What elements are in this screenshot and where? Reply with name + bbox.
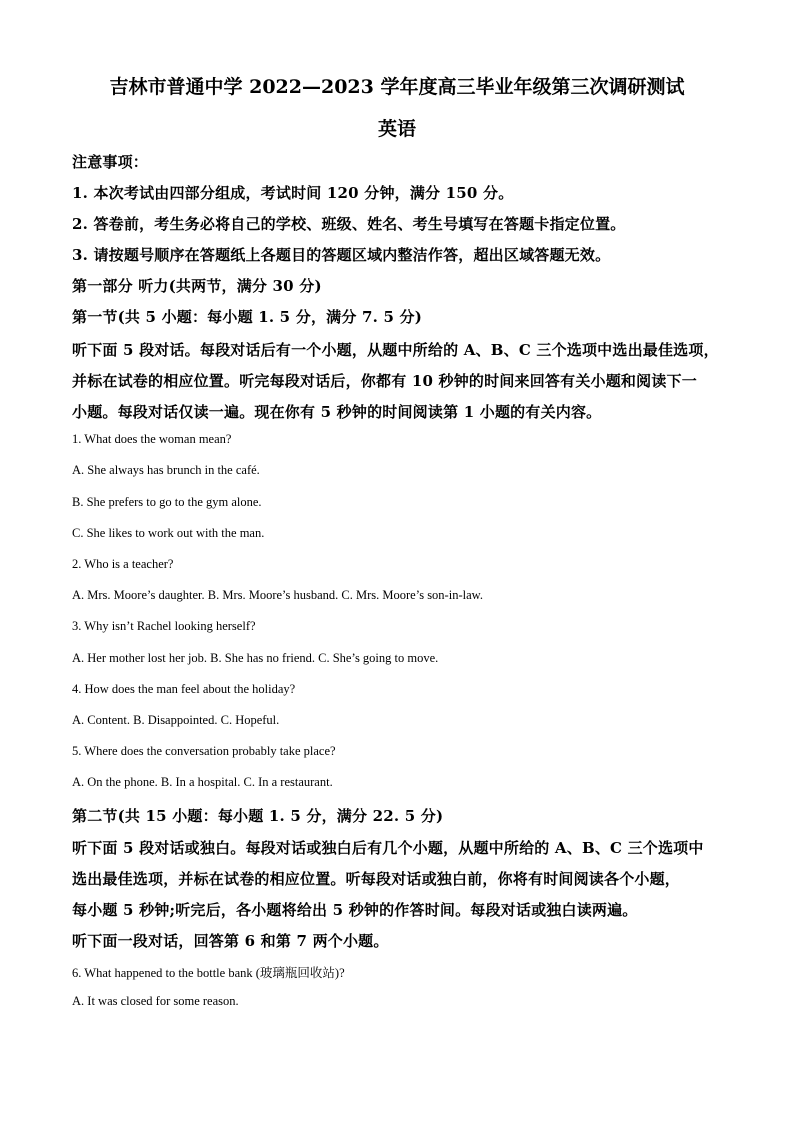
part1-heading: 第一部分 听力(共两节，满分 30 分) bbox=[72, 277, 322, 295]
question-2: 2. Who is a teacher? bbox=[72, 557, 174, 571]
note-line: 1. 本次考试由四部分组成，考试时间 120 分钟，满分 150 分。 bbox=[72, 184, 514, 202]
passage-intro: 听下面一段对话，回答第 6 和第 7 两个小题。 bbox=[72, 932, 389, 950]
section1-instruction: 并标在试卷的相应位置。听完每段对话后，你都有 10 秒钟的时间来回答有关小题和阅读下一 bbox=[72, 372, 697, 390]
question-4: 4. How does the man feel about the holiday? bbox=[72, 682, 296, 696]
subject-title: 英语 bbox=[377, 118, 416, 140]
option-line: A. Mrs. Moore’s daughter. B. Mrs. Moore’s husband. C. Mrs. Moore’s son-in-law. bbox=[72, 588, 483, 602]
note-line: 3. 请按题号顺序在答题纸上各题目的答题区域内整洁作答，超出区域答题无效。 bbox=[72, 246, 611, 264]
section2-heading: 第二节(共 15 小题：每小题 1. 5 分，满分 22. 5 分) bbox=[72, 807, 444, 825]
section1-heading: 第一节(共 5 小题：每小题 1. 5 分，满分 7. 5 分) bbox=[72, 308, 423, 326]
option-line: A. On the phone. B. In a hospital. C. In a restaurant. bbox=[72, 775, 333, 789]
section2-instruction: 选出最佳选项，并标在试卷的相应位置。听每段对话或独白前，你将有时间阅读各个小题， bbox=[72, 870, 681, 888]
option-line: A. She always has brunch in the café. bbox=[72, 463, 260, 477]
section2-instruction: 每小题 5 秒钟;听完后，各小题将给出 5 秒钟的作答时间。每段对话或独白读两遍。 bbox=[72, 901, 638, 919]
exam-title: 吉林市普通中学 2022—2023 学年度高三毕业年级第三次调研测试 bbox=[109, 76, 685, 98]
option-line: B. She prefers to go to the gym alone. bbox=[72, 495, 262, 509]
question-6: 6. What happened to the bottle bank (玻璃瓶回收站)? bbox=[72, 966, 345, 980]
question-3: 3. Why isn’t Rachel looking herself? bbox=[72, 619, 256, 633]
option-line: A. It was closed for some reason. bbox=[72, 994, 239, 1008]
option-line: A. Her mother lost her job. B. She has no friend. C. She’s going to move. bbox=[72, 651, 439, 665]
section1-instruction: 小题。每段对话仅读一遍。现在你有 5 秒钟的时间阅读第 1 小题的有关内容。 bbox=[72, 403, 602, 421]
question-5: 5. Where does the conversation probably take place? bbox=[72, 744, 336, 758]
option-line: A. Content. B. Disappointed. C. Hopeful. bbox=[72, 713, 280, 727]
section1-instruction: 听下面 5 段对话。每段对话后有一个小题，从题中所给的 A、B、C 三个选项中选出最佳选项， bbox=[72, 341, 719, 359]
notes-heading: 注意事项： bbox=[72, 153, 149, 171]
note-line: 2. 答卷前，考生务必将自己的学校、班级、姓名、考生号填写在答题卡指定位置。 bbox=[72, 215, 626, 233]
section2-instruction: 听下面 5 段对话或独白。每段对话或独白后有几个小题，从题中所给的 A、B、C 三个选项中 bbox=[72, 839, 704, 857]
question-1: 1. What does the woman mean? bbox=[72, 432, 232, 446]
option-line: C. She likes to work out with the man. bbox=[72, 526, 265, 540]
